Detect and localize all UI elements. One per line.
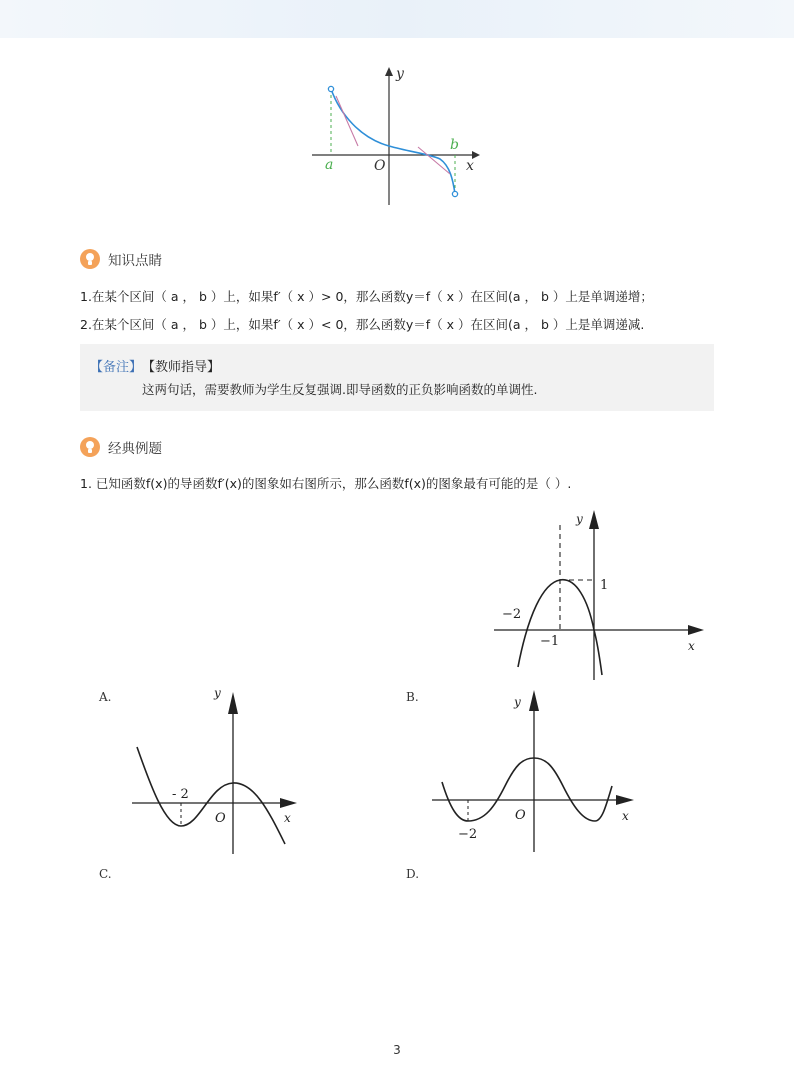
option-b-label[interactable]: B. — [406, 690, 419, 704]
section-heading-knowledge — [80, 248, 162, 270]
label-origin: O — [215, 811, 226, 826]
label-x-axis: x — [622, 809, 629, 823]
x-axis-arrow — [280, 798, 297, 808]
note-body: 这两句话，需要教师为学生反复强调.即导函数的正负影响函数的单调性. — [142, 382, 538, 397]
label-a: a — [325, 157, 334, 173]
endpoint-a — [328, 86, 333, 91]
option-a-label[interactable]: A. — [99, 690, 112, 704]
tangent-line-right — [418, 147, 450, 174]
y-axis-arrow — [385, 67, 393, 76]
label-tick: −2 — [458, 827, 478, 842]
label-b: b — [450, 137, 459, 153]
label-neg2: −2 — [502, 607, 522, 622]
label-neg1: −1 — [540, 634, 560, 649]
top-banner — [0, 0, 794, 38]
option-c-label[interactable]: C. — [99, 867, 112, 881]
endpoint-b — [452, 191, 457, 196]
section-title: 知识点睛 — [108, 253, 162, 269]
option-d-label[interactable]: D. — [406, 867, 420, 881]
label-x-axis: x — [466, 158, 474, 174]
label-y-axis: y — [396, 66, 404, 82]
function-curve-c — [137, 747, 285, 844]
section-title: 经典例题 — [108, 441, 162, 457]
y-axis-arrow — [589, 510, 599, 529]
label-origin: O — [515, 808, 526, 823]
rule-line-decreasing: 2.在某个区间（ a ， b ）上，如果f′（ x ）< 0，那么函数y＝f（ x ）在区间(a ， b ）上是单调递减. — [80, 317, 645, 332]
option-c-graph — [130, 684, 305, 859]
derivative-graph — [488, 505, 710, 683]
decreasing-curve — [331, 89, 455, 194]
question-text: 1. 已知函数f(x)的导函数f′(x)的图象如右图所示，那么函数f(x)的图象最有可能的是（ ）. — [80, 476, 572, 491]
lightbulb-icon — [80, 249, 100, 269]
label-y-axis: y — [514, 695, 521, 709]
label-tick: - 2 — [172, 787, 189, 802]
y-axis-arrow — [228, 692, 238, 714]
label-y-axis: y — [214, 686, 221, 700]
teacher-note-box — [80, 344, 714, 411]
function-graph-top — [300, 62, 490, 212]
note-title: 【教师指导】 — [142, 360, 221, 375]
rule-line-increasing: 1.在某个区间（ a ， b ）上，如果f′（ x ）> 0，那么函数y＝f（ x ）在区间(a ， b ）上是单调递增； — [80, 289, 653, 304]
x-axis-arrow — [616, 795, 634, 805]
section-heading-examples — [80, 436, 162, 458]
function-curve-d — [442, 758, 612, 821]
label-x-axis: x — [688, 639, 695, 653]
label-x-axis: x — [284, 811, 291, 825]
y-axis-arrow — [529, 690, 539, 711]
note-tag: 【备注】 — [90, 360, 143, 375]
tangent-line-left — [336, 96, 358, 146]
label-y-axis: y — [576, 512, 583, 526]
lightbulb-icon — [80, 437, 100, 457]
page-number: 3 — [393, 1043, 401, 1057]
label-one: 1 — [600, 578, 609, 593]
option-d-graph — [430, 686, 640, 856]
label-origin: O — [374, 158, 386, 174]
x-axis-arrow — [688, 625, 704, 635]
